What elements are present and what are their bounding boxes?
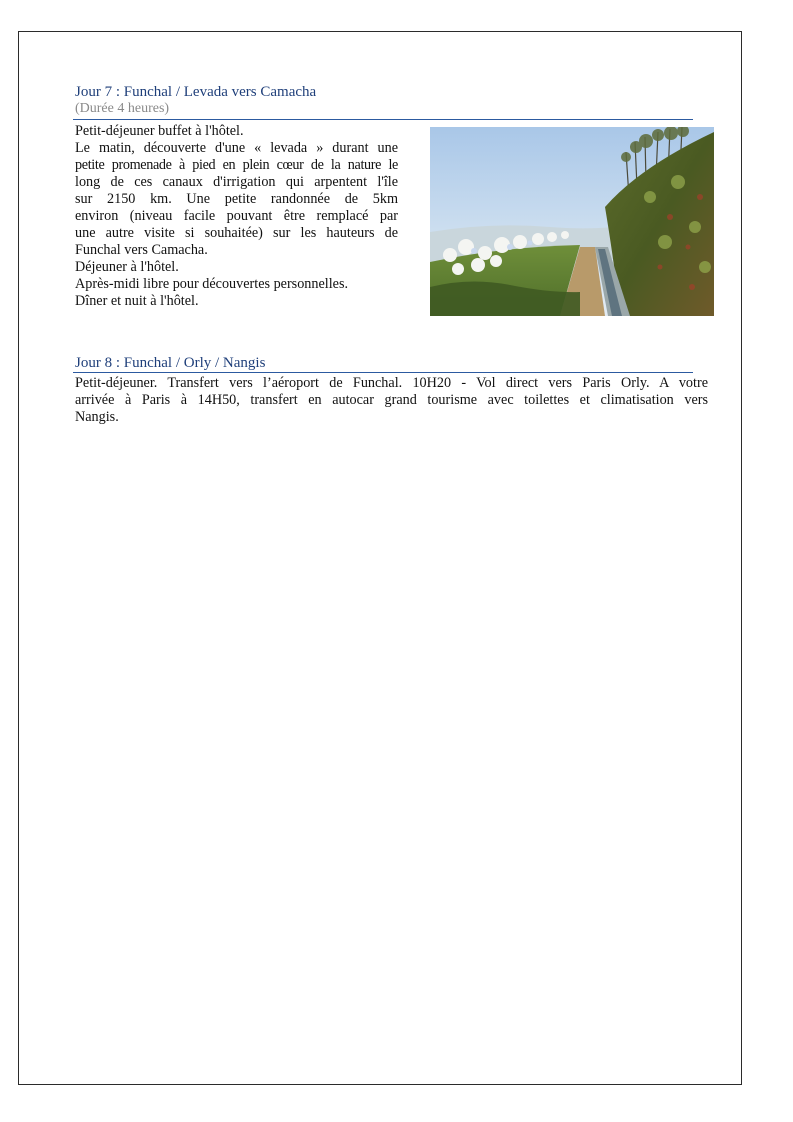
day7-line: environ (niveau facile pouvant être remplacé par [75, 208, 398, 224]
day7-title: Jour 7 : Funchal / Levada vers Camacha [75, 84, 317, 100]
day8-line: Petit-déjeuner. Transfert vers l’aéroport de Funchal. 10H20 - Vol direct vers Paris Orly. A votre [75, 375, 708, 391]
day7-line: Dîner et nuit à l'hôtel. [75, 293, 199, 309]
day8-line: arrivée à Paris à 14H50, transfert en autocar grand tourisme avec toilettes et climatisation vers [75, 392, 708, 408]
day7-duration: (Durée 4 heures) [75, 101, 170, 116]
day7-line: sur 2150 km. Une petite randonnée de 5km [75, 191, 398, 207]
day7-line: Après-midi libre pour découvertes personnelles. [75, 276, 349, 292]
levada-photo [430, 127, 714, 316]
day7-line: Le matin, découverte d'une « levada » durant une [75, 140, 398, 156]
day7-line: Funchal vers Camacha. [75, 242, 208, 258]
day7-line: une autre visite si souhaitée) sur les hauteurs de [75, 225, 398, 241]
day7-divider [73, 119, 693, 120]
day7-line: Petit-déjeuner buffet à l'hôtel. [75, 123, 244, 139]
day7-line: long de ces canaux d'irrigation qui arpentent l'île [75, 174, 398, 190]
day7-line: Déjeuner à l'hôtel. [75, 259, 179, 275]
day8-divider [73, 372, 693, 373]
day8-title: Jour 8 : Funchal / Orly / Nangis [75, 355, 266, 371]
day7-description [75, 123, 398, 310]
day7-line: petite promenade à pied en plein cœur de la nature le [75, 157, 398, 173]
day8-line: Nangis. [75, 409, 119, 425]
day8-description [75, 375, 708, 426]
